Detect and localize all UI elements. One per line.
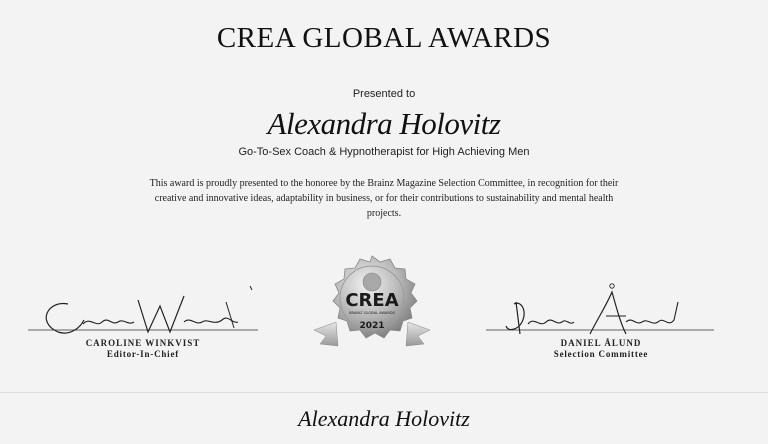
signature-right <box>486 282 716 362</box>
section-divider <box>0 392 768 393</box>
signature-left <box>28 282 258 362</box>
badge-subtitle: BRAINZ GLOBAL AWARDS <box>349 311 395 315</box>
signature-left-script-icon <box>28 282 258 342</box>
honoree-role: Go-To-Sex Coach & Hypnotherapist for High Achieving Men <box>238 146 530 158</box>
footer-honoree-name: Alexandra Holovitz <box>298 406 470 431</box>
signature-right-role: Selection Committee <box>553 349 649 359</box>
honoree-name: Alexandra Holovitz <box>267 106 501 141</box>
signature-right-script-icon <box>486 282 716 342</box>
presented-to-label: Presented to <box>352 88 416 100</box>
badge-brand: CREA <box>345 290 399 311</box>
award-description: This award is proudly presented to the honoree by the Brainz Magazine Selection Committee, in recognition for their creative and innovative ideas, adaptability in business, or for their contributions to sustainability and mental health projects. <box>149 178 619 219</box>
crea-award-badge <box>314 248 430 360</box>
signature-left-role: Editor-In-Chief <box>106 349 180 359</box>
signature-right-name: DANIEL ÅLUND <box>560 338 642 348</box>
seal-icon <box>314 248 430 360</box>
signature-left-name: CAROLINE WINKVIST <box>85 338 201 348</box>
badge-year: 2021 <box>359 321 385 331</box>
certificate-title: CREA GLOBAL AWARDS <box>216 22 552 54</box>
